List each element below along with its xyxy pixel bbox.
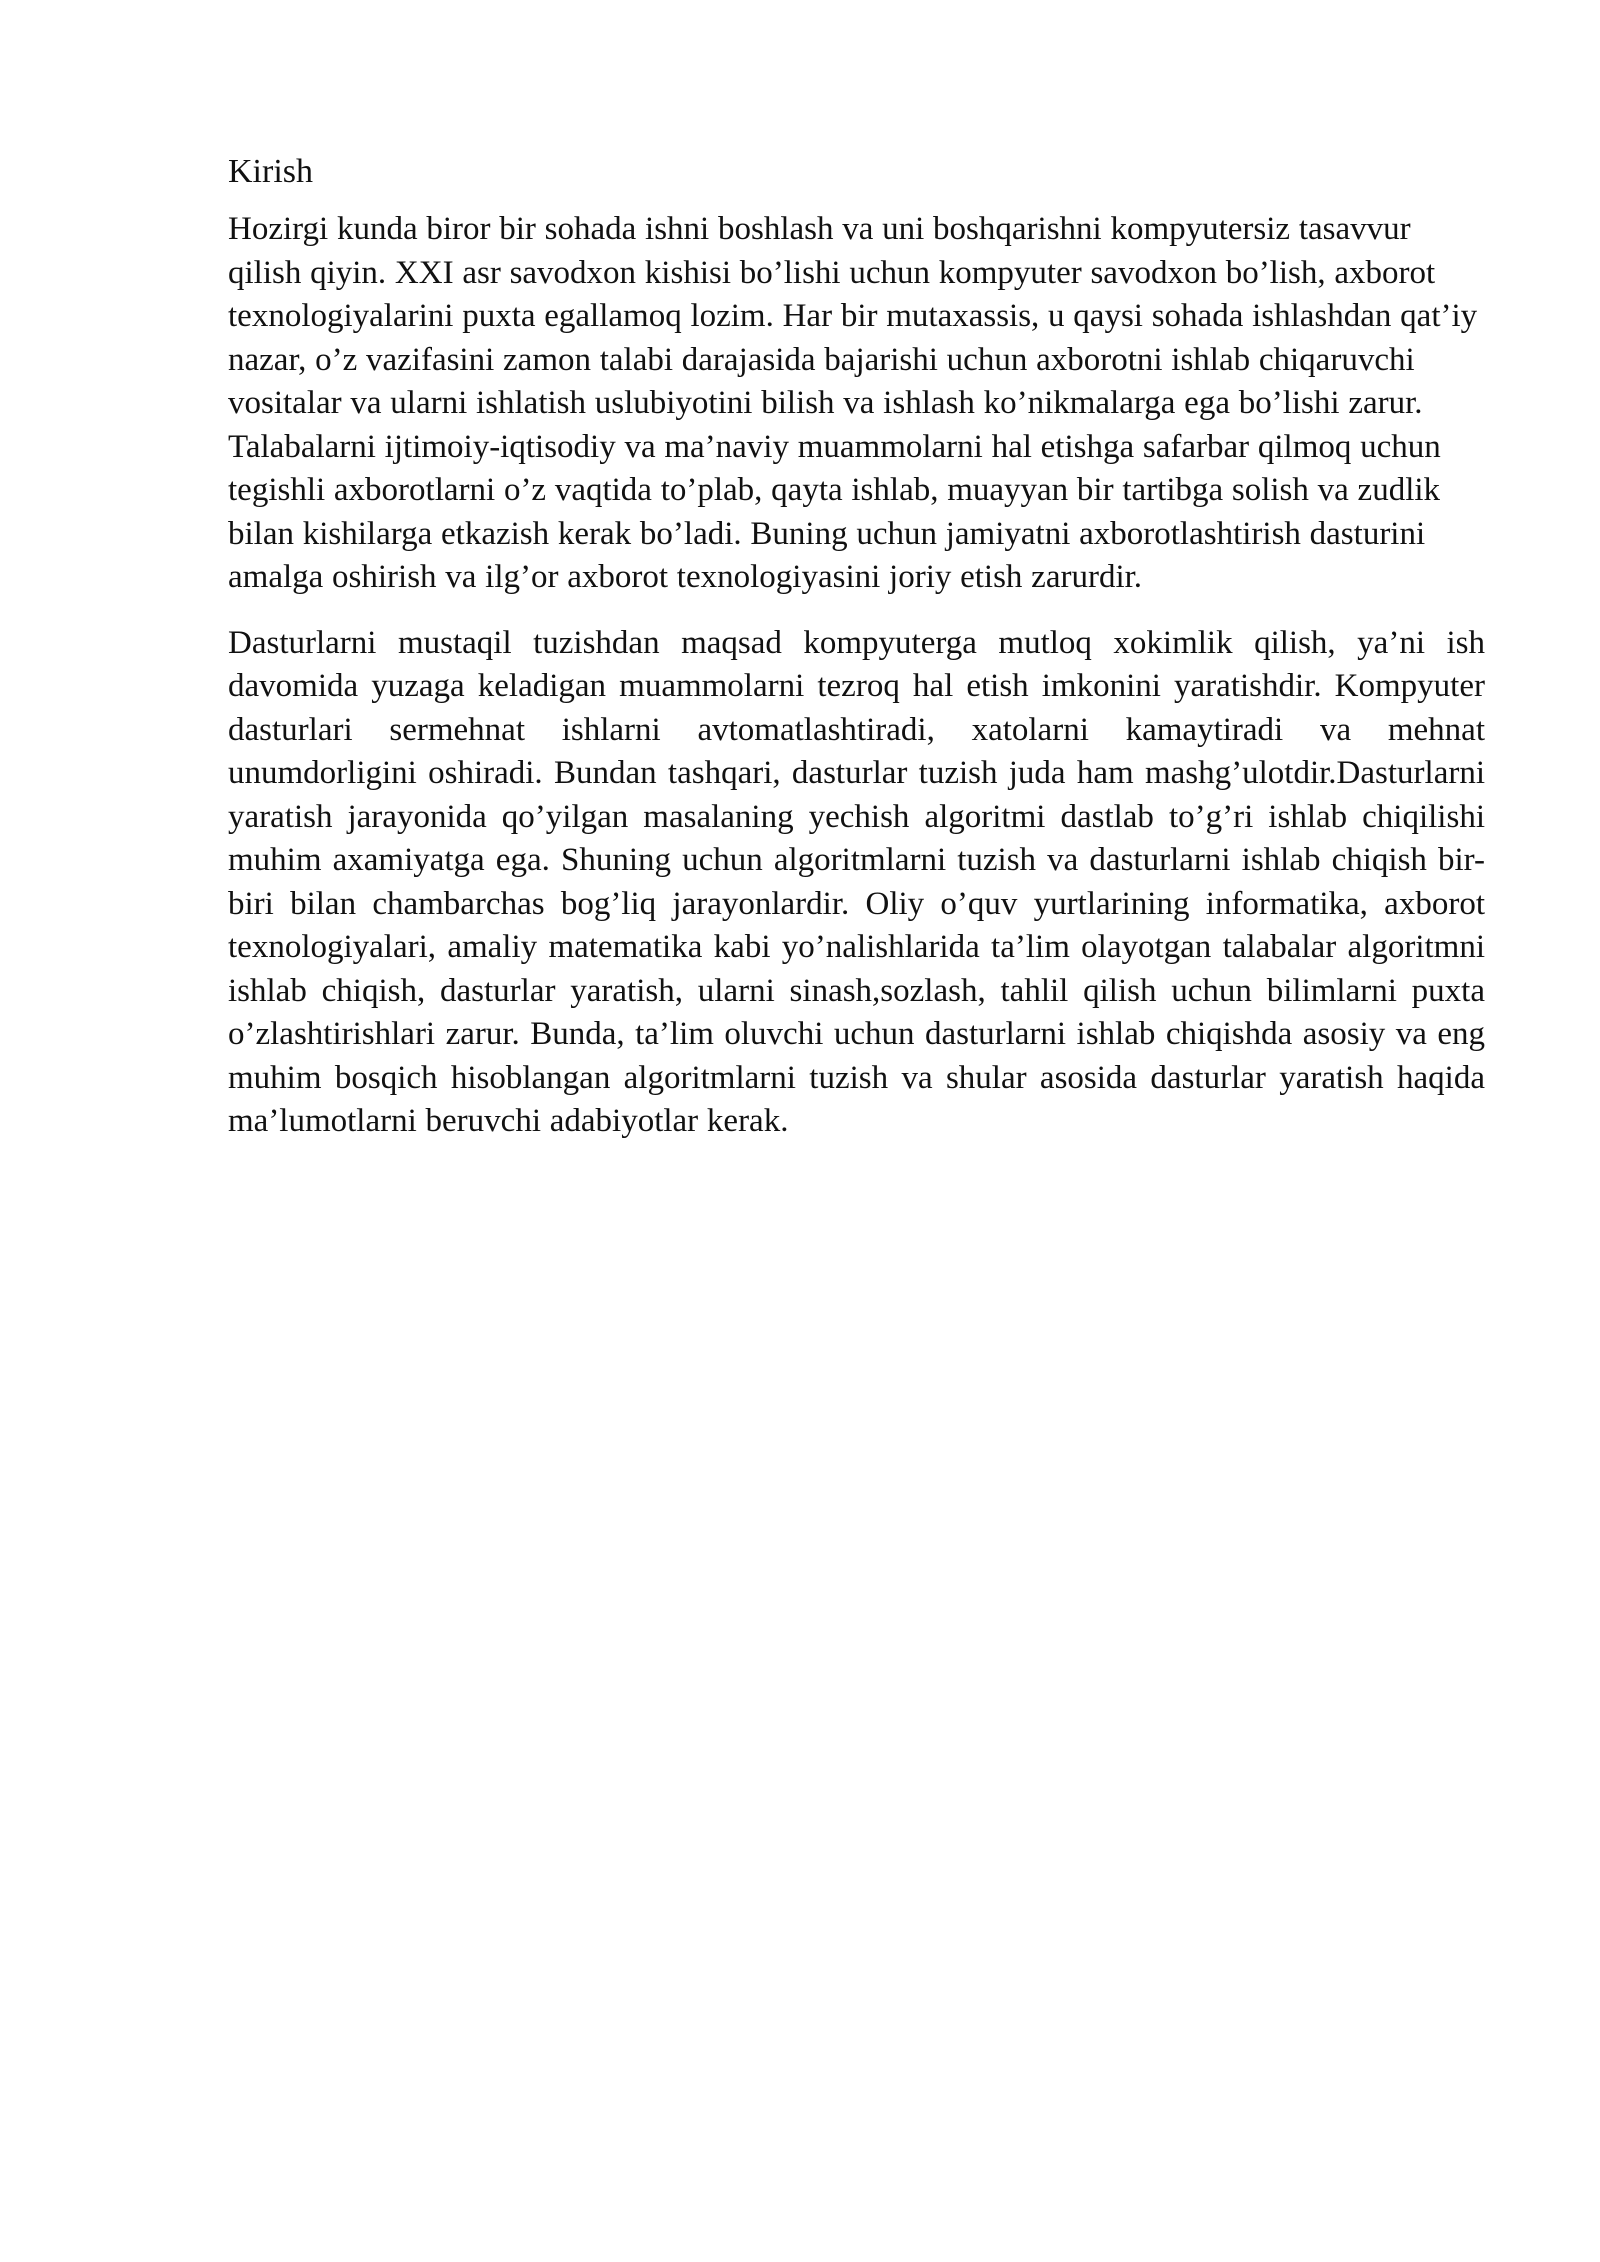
section-heading: Kirish xyxy=(228,153,313,190)
paragraph-introduction: Hozirgi kunda biror bir sohada ishni boshlash va uni boshqarishni kompyutersiz tasavvur qilish qiyin. XXI asr savodxon kishisi bo’lishi uchun kompyuter savodxon bo’lish, axborot texnologiyalarini puxta egallamoq lozim. Har bir mutaxassis, u qaysi sohada ishlashdan qat’iy nazar, o’z vazifasini zamon talabi darajasida bajarishi uchun axborotni ishlab chiqaruvchi vositalar va ularni ishlatish uslubiyotini bilish va ishlash ko’nikmalarga ega bo’lishi zarur. Talabalarni ijtimoiy-iqtisodiy va ma’naviy muammolarni hal etishga safarbar qilmoq uchun tegishli axborotlarni o’z vaqtida to’plab, qayta ishlab, muayyan bir tartibga solish va zudlik bilan kishilarga etkazish kerak bo’ladi. Buning uchun jamiyatni axborotlashtirish dasturini amalga oshirish va ilg’or axborot texnologiyasini joriy etish zarurdir. xyxy=(228,211,1478,595)
paragraph-programming: Dasturlarni mustaqil tuzishdan maqsad kompyuterga mutloq xokimlik qilish, ya’ni ish davomida yuzaga keladigan muammolarni tezroq hal etish imkonini yaratishdir. Kompyuter dasturlari sermehnat ishlarni avtomatlashtiradi, xatolarni kamaytiradi va mehnat unumdorligini oshiradi. Bundan tashqari, dasturlar tuzish juda ham mashg’ulotdir.Dasturlarni yaratish jarayonida qo’yilgan masalaning yechish algoritmi dastlab to’g’ri ishlab chiqilishi muhim axamiyatga ega. Shuning uchun algoritmlarni tuzish va dasturlarni ishlab chiqish bir-biri bilan chambarchas bog’liq jarayonlardir. Oliy o’quv yurtlarining informatika, axborot texnologiyalari, amaliy matematika kabi yo’nalishlarida ta’lim olayotgan talabalar algoritmni ishlab chiqish, dasturlar yaratish, ularni sinash,sozlash, tahlil qilish uchun bilimlarni puxta o’zlashtirishlari zarur. Bunda, ta’lim oluvchi uchun dasturlarni ishlab chiqishda asosiy va eng muhim bosqich hisoblangan algoritmlarni tuzish va shular asosida dasturlar yaratish haqida ma’lumotlarni beruvchi adabiyotlar kerak. xyxy=(228,624,1485,1139)
document-body xyxy=(228,150,1485,1166)
